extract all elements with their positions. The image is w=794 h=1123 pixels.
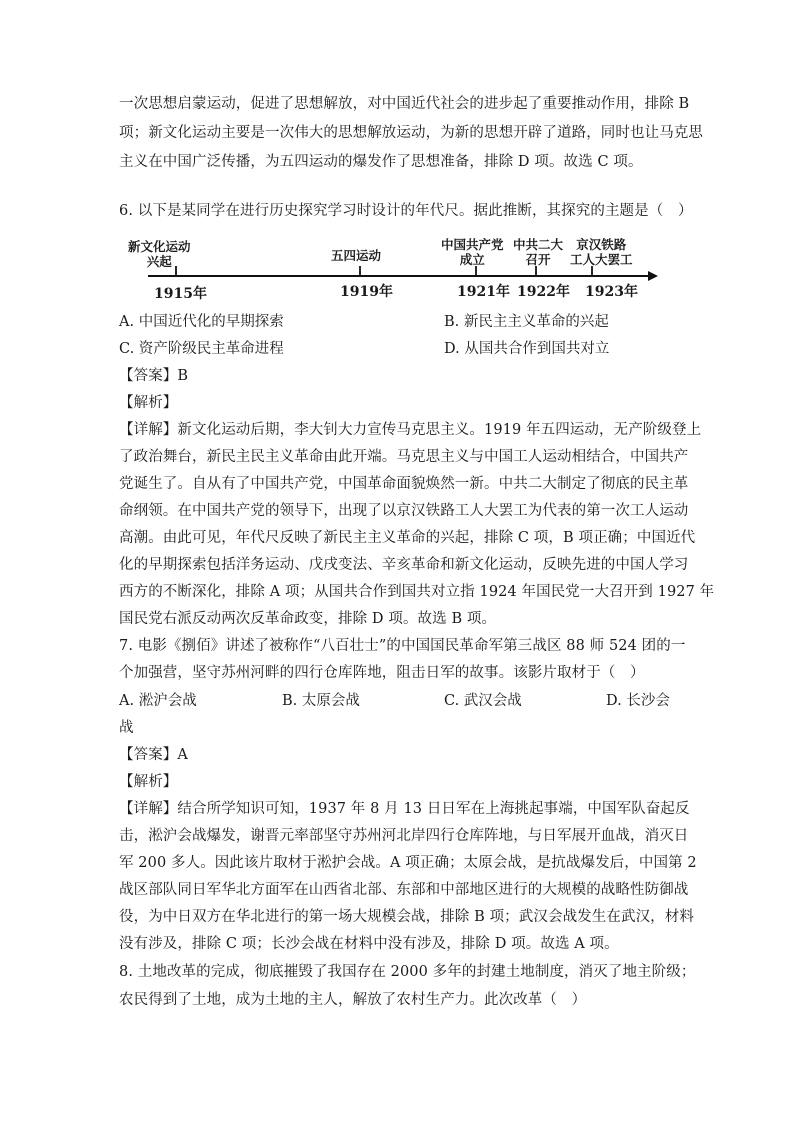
- timeline-axis: [140, 264, 660, 286]
- answer-label: 【答案】A: [119, 747, 188, 763]
- detail-line: 了政治舞台，新民主民主义革命由此开端。马克思主义与中国工人运动相结合，中国共产: [119, 449, 689, 465]
- option-c: C. 资产阶级民主革命进程: [119, 341, 284, 357]
- timeline-event-label: 京汉铁路 工人大罢工: [570, 237, 633, 267]
- detail-line: 战区部队同日军华北方面军在山西省北部、东部和中部地区进行的大规模的战略性防御战: [119, 882, 689, 898]
- timeline-arrowhead: [648, 271, 658, 281]
- text-line: 项；新文化运动主要是一次伟大的思想解放运动，为新的思想开辟了道路，同时也让马克思: [119, 125, 703, 141]
- option-b: B. 太原会战: [282, 693, 360, 709]
- option-d: D. 从国共合作到国共对立: [444, 341, 610, 357]
- detail-line: 没有涉及，排除 C 项；长沙会战在材料中没有涉及，排除 D 项。故选 A 项。: [119, 936, 619, 952]
- analysis-label: 【解析】: [119, 774, 178, 790]
- timeline-year: 1915年: [154, 286, 207, 302]
- timeline-event-label: 新文化运动 兴起: [128, 239, 191, 269]
- question-stem: 7. 电影《捌佰》讲述了被称作“八百壮士”的中国国民革命军第三战区 88 师 524 团的一: [119, 638, 686, 654]
- text-line: 主义在中国广泛传播，为五四运动的爆发作了思想准备，排除 D 项。故选 C 项。: [119, 154, 643, 170]
- timeline-year: 1923年: [585, 284, 638, 300]
- question-stem: 农民得到了土地，成为土地的主人，解放了农村生产力。此次改革（ ）: [119, 992, 587, 1008]
- detail-line: 党诞生了。自从有了中国共产党，中国革命面貌焕然一新。中共二大制定了彻底的民主革: [119, 476, 689, 492]
- detail-line: 国民党右派反动两次反革命政变，排除 D 项。故选 B 项。: [119, 611, 497, 627]
- answer-label: 【答案】B: [119, 368, 189, 384]
- question-stem: 8. 土地改革的完成，彻底摧毁了我国存在 2000 多年的封建土地制度，消灭了地主阶级；: [119, 964, 696, 980]
- detail-line: 役，为中日双方在华北进行的第一场大规模会战，排除 B 项；武汉会战发生在武汉，材料: [119, 909, 694, 925]
- timeline-year: 1921年: [457, 284, 510, 300]
- question-stem: 6. 以下是某同学在进行历史探究学习时设计的年代尺。据此推断，其探究的主题是（ ）: [119, 203, 693, 219]
- detail-line: 【详解】新文化运动后期，李大钊大力宣传马克思主义。1919 年五四运动，无产阶级登上: [119, 422, 702, 438]
- detail-line: 军 200 多人。因此该片取材于淞护会战。A 项正确；太原会战，是抗战爆发后，中国第 2: [119, 855, 697, 871]
- option-b: B. 新民主主义革命的兴起: [444, 314, 609, 330]
- detail-line: 命纲领。在中国共产党的领导下，出现了以京汉铁路工人大罢工为代表的第一次工人运动: [119, 503, 689, 519]
- question-stem: 个加强营，坚守苏州河畔的四行仓库阵地，阻击日军的故事。该影片取材于（ ）: [119, 665, 645, 681]
- detail-line: 西方的不断深化，排除 A 项；从国共合作到国共对立指 1924 年国民党一大召开到 1927 年: [119, 584, 715, 600]
- timeline-event-label: 中共二大 召开: [513, 237, 564, 267]
- detail-line: 击，淞沪会战爆发，谢晋元率部坚守苏州河北岸四行仓库阵地，与日军展开血战，消灭日: [119, 828, 689, 844]
- timeline-year: 1919年: [340, 284, 393, 300]
- detail-line: 【详解】结合所学知识可知，1937 年 8 月 13 日日军在上海挑起事端，中国军队奋起反: [119, 801, 690, 817]
- option-c: C. 武汉会战: [444, 693, 522, 709]
- detail-line: 高潮。由此可见，年代尺反映了新民主主义革命的兴起，排除 C 项，B 项正确；中国近代: [119, 530, 696, 546]
- detail-line: 化的早期探索包括洋务运动、戊戌变法、辛亥革命和新文化运动，反映先进的中国人学习: [119, 557, 689, 573]
- timeline-year: 1922年: [517, 284, 570, 300]
- option-a: A. 淞沪会战: [119, 693, 197, 709]
- option-a: A. 中国近代化的早期探索: [119, 314, 284, 330]
- option-d-wrap: 战: [119, 720, 134, 736]
- option-d: D. 长沙会: [606, 693, 670, 709]
- text-line: 一次思想启蒙运动，促进了思想解放，对中国近代社会的进步起了重要推动作用，排除 B: [119, 96, 690, 112]
- analysis-label: 【解析】: [119, 395, 178, 411]
- timeline-event-label: 中国共产党 成立: [441, 237, 504, 267]
- timeline-event-label: 五四运动: [331, 248, 382, 263]
